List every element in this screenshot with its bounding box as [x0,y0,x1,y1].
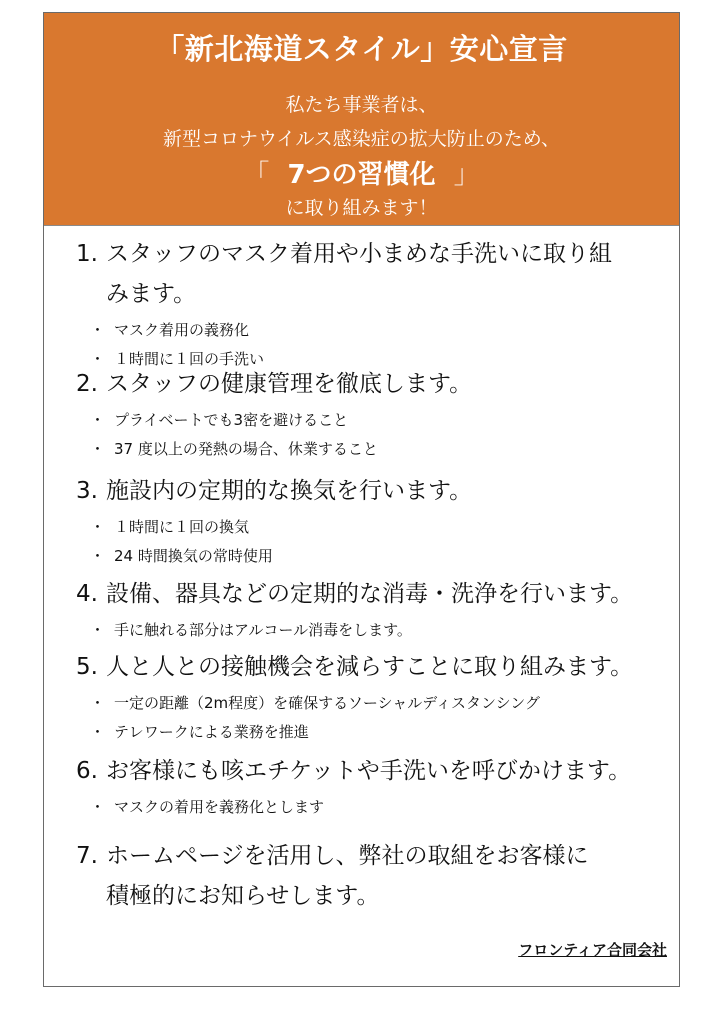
bullet-item: ・ マスクの着用を義務化とします [90,798,325,816]
item-text: 人と人との接触機会を減らすことに取り組みます。 [106,654,634,680]
bullet-list [76,793,666,822]
item-text: スタッフの健康管理を徹底します。 [106,371,473,397]
item-text: 施設内の定期的な換気を行います。 [106,478,473,504]
bullet-list [76,513,666,571]
bullet-item: ・ １時間に１回の換気 [90,518,250,536]
item-text: ホームページを活用し、弊社の取組をお客様に [106,843,589,869]
item-text: スタッフのマスク着用や小まめな手洗いに取り組 [106,241,612,267]
intro-line-2: 新型コロナウイルス感染症の拡大防止のため、 [162,128,561,150]
bullet-item: ・ 一定の距離（2m程度）を確保するソーシャルディスタンシング [90,694,541,712]
bullet-item: ・ 手に触れる部分はアルコール消毒をします。 [90,621,412,639]
item-text: お客様にも咳エチケットや手洗いを呼びかけます。 [106,758,632,784]
bullet-item: ・ １時間に１回の手洗い [90,350,265,368]
item-text-continued: 積極的にお知らせします。 [106,883,380,909]
habit-item-3 [76,471,666,571]
bullet-item: ・ 37 度以上の発熱の場合、休業すること [90,440,378,458]
item-text: 設備、器具などの定期的な消毒・洗浄を行います。 [106,581,634,607]
page-title: 「新北海道スタイル」安心宣言 [155,32,568,66]
declaration-poster [43,12,680,987]
bullet-list [76,689,666,747]
bullet-item: ・ テレワークによる業務を推進 [90,723,309,741]
intro-line-3: に取り組みます！ [285,197,438,219]
habit-item-2 [76,364,666,464]
bullet-list [76,616,666,645]
item-number: 6. [76,758,98,784]
item-number: 5. [76,654,98,680]
habit-item-7 [76,836,666,916]
bullet-list [76,406,666,464]
company-name: フロンティア合同会社 [518,941,667,959]
habit-item-6 [76,751,666,822]
bullet-item: ・ 24 時間換気の常時使用 [90,547,273,565]
item-number: 7. [76,843,98,869]
habit-item-1 [76,234,666,374]
intro-line-1: 私たち事業者は、 [285,94,438,116]
item-number: 1. [76,241,98,267]
bullet-item: ・ マスク着用の義務化 [90,321,250,339]
habit-item-5 [76,647,666,747]
item-number: 3. [76,478,98,504]
item-text-continued: みます。 [106,281,197,307]
emphasis-text: 7つの習慣化 [287,160,436,190]
quote-open: 「 [243,160,270,190]
item-number: 2. [76,371,98,397]
quote-close: 」 [453,160,480,190]
habit-item-4 [76,574,666,645]
seven-habits-emphasis [44,154,679,191]
bullet-item: ・ プライベートでも3密を避けること [90,411,349,429]
item-number: 4. [76,581,98,607]
header-banner [44,13,679,226]
